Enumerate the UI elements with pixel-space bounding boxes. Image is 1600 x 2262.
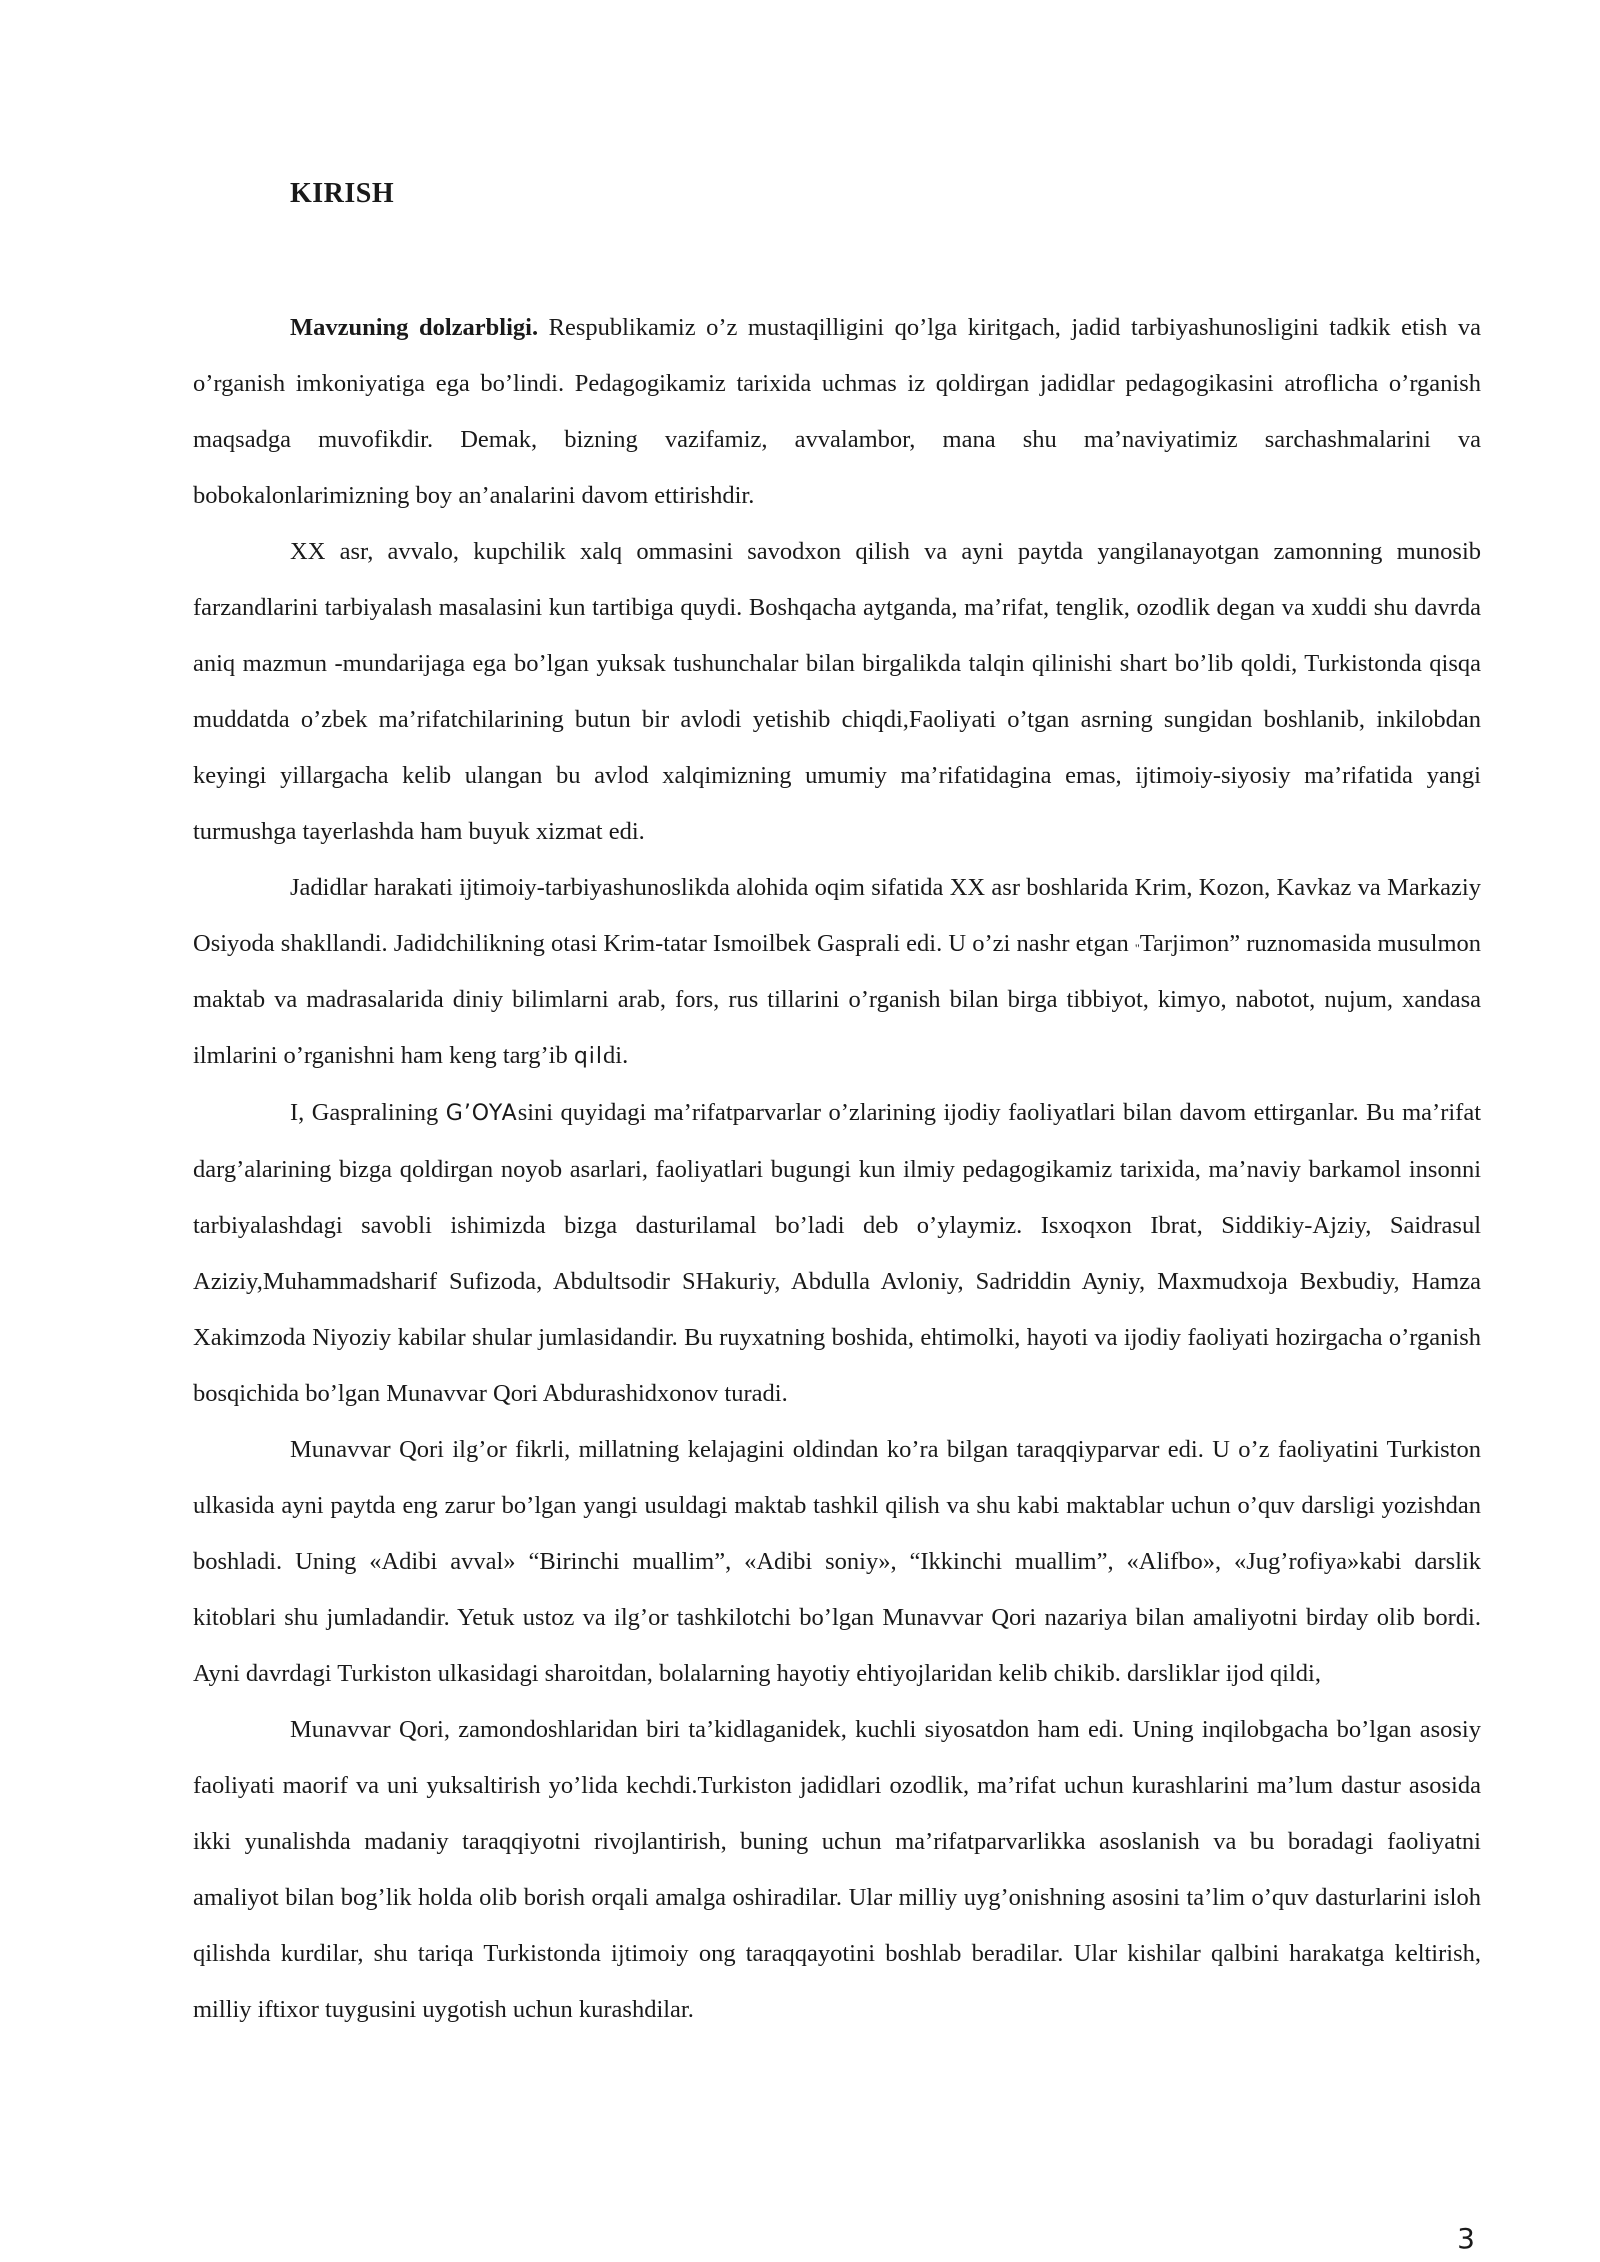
paragraph-text: Tarjimon” ruznomasida musulmon maktab va madrasalarida diniy bilimlarni arab, fors, rus tillarini o’rganish bilan birga tibbiyot, kimyo, nabotot, nujum, xandasa ilmlarini o’rganishni ham keng targ’ib [193, 930, 1482, 1069]
paragraph-lead: Mavzuning dolzarbligi. [290, 314, 539, 341]
paragraph-6: Munavvar Qori, zamondoshlaridan biri ta’kidlaganidek, kuchli siyosatdon ham edi. Uning inqilobgacha bo’lgan asosiy faoliyati maorif va uni yuksaltirish yo’lida kechdi.Turkiston jadidlari ozodlik, ma’rifat uchun kurashlarini ma’lum dastur asosida ikki yunalishda madaniy taraqqiyotni rivojlantirish, buning uchun ma’rifatparvarlikka asoslanish va bu boradagi faoliyatni amaliyot bilan bog’lik holda olib borish orqali amalga oshiradilar. Ular milliy uyg’onishning asosini ta’lim o’quv dasturlarini isloh qilishda kurdilar, shu tariqa Turkistonda ijtimoiy ong taraqqayotini boshlab beradilar. Ular kishilar qalbini harakatga keltirish, milliy iftixor tuygusini uygotish uchun kurashdilar. [193, 1716, 1481, 2023]
paragraph-5: Munavvar Qori ilg’or fikrli, millatning kelajagini oldindan ko’ra bilgan taraqqiyparvar edi. U o’z faoliyatini Turkiston ulkasida ayni paytda eng zarur bo’lgan yangi usuldagi maktab tashkil qilish va shu kabi maktablar uchun o’quv darsligi yozishdan boshladi. Uning «Adibi avval» “Birinchi muallim”, «Adibi soniy», “Ikkinchi muallim”, «Alifbo», «Jug’rofiya»kabi darslik kitoblari shu jumladandir. Yetuk ustoz va ilg’or tashkilotchi bo’lgan Munavvar Qori nazariya bilan amaliyotni birday olib bordi. Ayni davrdagi Turkiston ulkasidagi sharoitdan, bolalarning hayotiy ehtiyojlaridan kelib chikib. darsliklar ijod qildi, [193, 1436, 1481, 1687]
paragraph-4 [193, 1085, 1481, 1422]
paragraph-text: Respublikamiz o’z mustaqilligini qo’lga kiritgach, jadid tarbiyashunosligini tadkik etish va o’rganish imkoniyatiga ega bo’lindi. Pedagogikamiz tarixida uchmas iz qoldirgan jadidlar pedagogikasini atroflicha o’rganish maqsadga muvofikdir. Demak, bizning vazifamiz, avvalambor, mana shu ma’naviyatimiz sarchashmalarini va bobokalonlarimizning boy an’analarini davom ettirishdir. [193, 314, 1481, 509]
odd-font-text: qil [573, 1044, 604, 1069]
body-text [193, 300, 1481, 2038]
quote-mark: " [1134, 941, 1140, 955]
section-heading: KIRISH [290, 178, 395, 209]
paragraph-text: di. [603, 1042, 629, 1069]
paragraph-1 [193, 300, 1481, 524]
paragraph-3 [193, 860, 1481, 1085]
paragraph-text: I, Gaspralining [290, 1099, 446, 1126]
page-number: 3 [1457, 2222, 1475, 2255]
paragraph-text: Jadidlar harakati ijtimoiy-tarbiyashunoslikda alohida oqim sifatida XX asr boshlarida Krim, Kozon, Kavkaz va Markaziy Osiyoda shakllandi. Jadidchilikning otasi Krim-tatar Ismoilbek Gasprali edi. U o’zi nashr etgan [193, 874, 1481, 957]
odd-font-text: G’OYA [445, 1101, 518, 1126]
paragraph-text: sini quyidagi ma’rifatparvarlar o’zlarining ijodiy faoliyatlari bilan davom ettirganlar. Bu ma’rifat darg’alarining bizga qoldirgan noyob asarlari, faoliyatlari bugungi kun ilmiy pedagogikamiz tarixida, ma’naviy barkamol insonni tarbiyalashdagi savobli ishimizda bizga dasturilamal bo’ladi deb o’ylaymiz. Isxoqxon Ibrat, Siddikiy-Ajziy, Saidrasul Aziziy,Muhammadsharif Sufizoda, Abdultsodir SHakuriy, Abdulla Avloniy, Sadriddin Ayniy, Maxmudxoja Bexbudiy, Hamza Xakimzoda Niyoziy kabilar shular jumlasidandir. Bu ruyxatning boshida, ehtimolki, hayoti va ijodiy faoliyati hozirgacha o’rganish bosqichida bo’lgan Munavvar Qori Abdurashidxonov turadi. [193, 1099, 1481, 1407]
paragraph-2: XX asr, avvalo, kupchilik xalq ommasini savodxon qilish va ayni paytda yangilanayotgan zamonning munosib farzandlarini tarbiyalash masalasini kun tartibiga quydi. Boshqacha aytganda, ma’rifat, tenglik, ozodlik degan va xuddi shu davrda aniq mazmun -mundarijaga ega bo’lgan yuksak tushunchalar bilan birgalikda talqin qilinishi shart bo’lib qoldi, Turkistonda qisqa muddatda o’zbek ma’rifatchilarining butun bir avlodi yetishib chiqdi,Faoliyati o’tgan asrning sungidan boshlanib, inkilobdan keyingi yillargacha kelib ulangan bu avlod xalqimizning umumiy ma’rifatidagina emas, ijtimoiy-siyosiy ma’rifatida yangi turmushga tayerlashda ham buyuk xizmat edi. [193, 538, 1481, 845]
